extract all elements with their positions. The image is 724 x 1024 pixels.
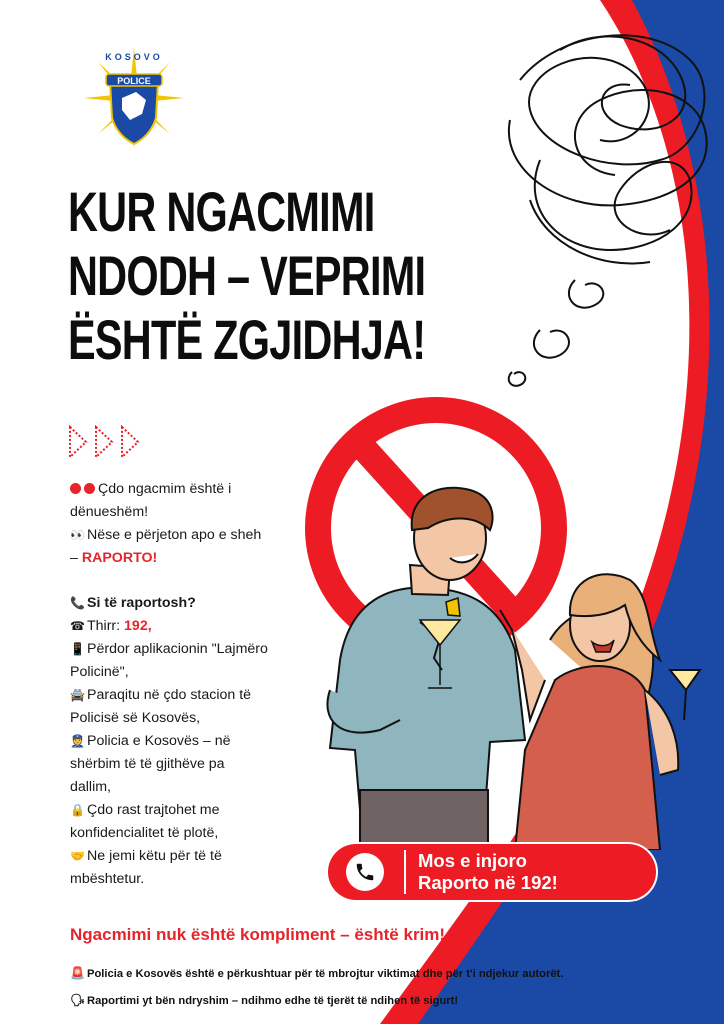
phone-handset-icon xyxy=(354,861,376,883)
body-text xyxy=(70,478,310,891)
phone-icon xyxy=(346,853,384,891)
logo-band-text: POLICE xyxy=(117,76,151,86)
intro-line-4: – RAPORTO! xyxy=(70,550,158,566)
app-line-1: 📱 Përdor aplikacionin "Lajmëro xyxy=(70,638,310,661)
call-number: 192, xyxy=(124,618,152,634)
call-line: ☎ Thirr: 192, xyxy=(70,615,310,638)
police-officer-icon: 👮 xyxy=(70,734,85,748)
intro-line-3: 👀 Nëse e përjeton apo e sheh xyxy=(70,524,310,547)
conf-line-2: konfidencialitet të plotë, xyxy=(70,825,219,841)
service-line-2: shërbim të të gjithëve pa xyxy=(70,756,225,772)
intro-line-2: dënueshëm! xyxy=(70,504,149,520)
lock-icon: 🔒 xyxy=(70,803,85,817)
support-line-2: mbështetur. xyxy=(70,871,145,887)
eyes-icon: 👀 xyxy=(70,528,85,542)
headline xyxy=(68,180,425,372)
support-line-1: 🤝 Ne jemi këtu për të të xyxy=(70,845,310,868)
station-line-2: Policisë së Kosovës, xyxy=(70,710,201,726)
man-figure xyxy=(327,488,525,850)
headline-line-3: ËSHTË ZGJIDHJA! xyxy=(68,308,426,371)
logo-top-text: KOSOVO xyxy=(105,52,163,62)
how-heading: 📞 Si të raportosh? xyxy=(70,592,310,615)
speaking-head-icon: 🗣 xyxy=(70,993,86,1007)
app-line-2: Policinë", xyxy=(70,664,129,680)
police-car-icon: 🚔 xyxy=(70,688,85,702)
red-circle-icon xyxy=(70,483,81,494)
red-circle-icon xyxy=(84,483,95,494)
intro-line-1: Çdo ngacmim është i xyxy=(70,478,310,501)
headline-line-2: NDODH – VEPRIMI xyxy=(68,244,426,307)
service-line-3: dallim, xyxy=(70,779,111,795)
cta-line-1: Mos e injoro xyxy=(418,850,527,871)
cta-line-2: Raporto në 192! xyxy=(418,872,558,893)
station-line-1: 🚔 Paraqitu në çdo stacion të xyxy=(70,684,310,707)
chevron-arrows-icon xyxy=(68,425,148,459)
harassment-illustration xyxy=(300,390,724,850)
footer xyxy=(70,960,563,1014)
cta-divider xyxy=(404,850,406,894)
conf-line-1: 🔒 Çdo rast trajtohet me xyxy=(70,799,310,822)
headline-line-1: KUR NGACMIMI xyxy=(68,180,375,243)
handshake-icon: 🤝 xyxy=(70,849,85,863)
service-line-1: 👮 Policia e Kosovës – në xyxy=(70,730,310,753)
footer-line-2: 🗣 Raportimi yt bën ndryshim – ndihmo edhe të tjerët të ndihen të sigurt! xyxy=(70,987,563,1014)
footer-line-1: 🚨 Policia e Kosovës është e përkushtuar për të mbrojtur viktimat dhe për t'i ndjekur autorët. xyxy=(70,960,563,987)
raporto-emphasis: RAPORTO! xyxy=(81,550,158,566)
tagline: Ngacmimi nuk është kompliment – është krim! xyxy=(70,925,446,944)
report-cta-button[interactable] xyxy=(328,844,656,900)
cta-text xyxy=(418,850,558,894)
telephone-icon: 📞 xyxy=(70,596,85,610)
siren-icon: 🚨 xyxy=(70,966,85,980)
phone-call-icon: ☎ xyxy=(70,619,85,633)
kosovo-police-logo xyxy=(76,40,192,156)
mobile-phone-icon: 📱 xyxy=(70,642,85,656)
